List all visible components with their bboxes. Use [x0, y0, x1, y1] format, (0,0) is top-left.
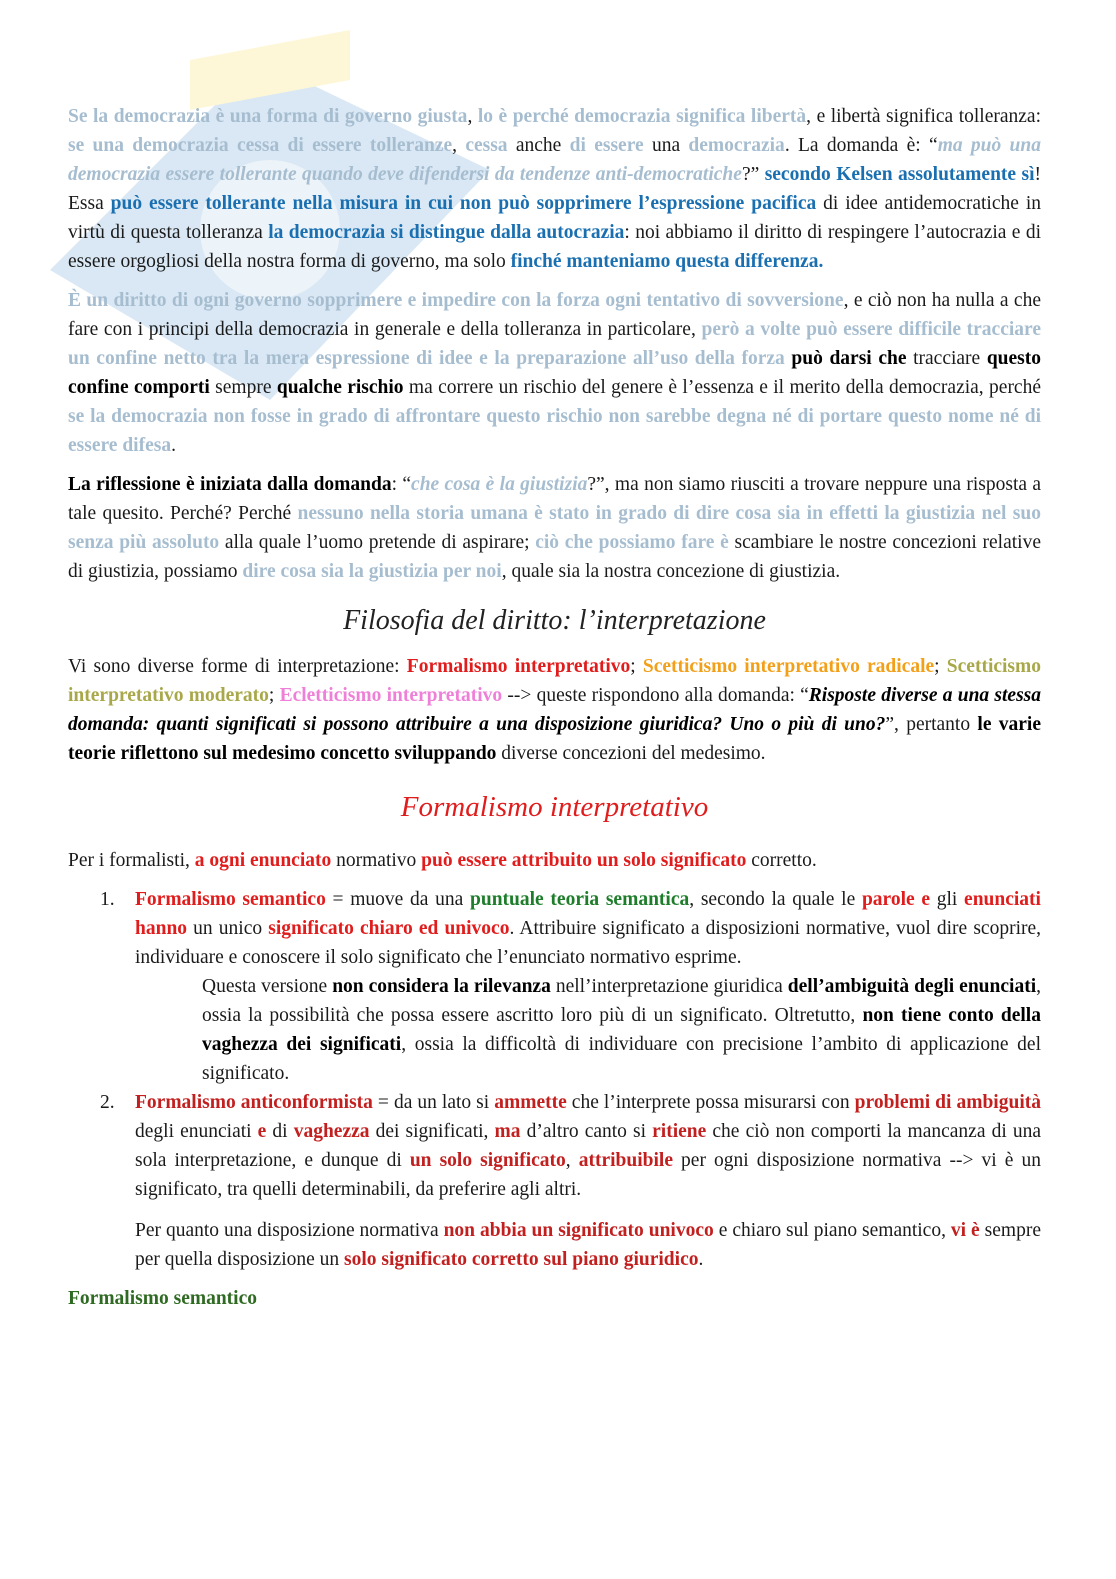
text-run: per ogni disposizione normativa --> vi è un significato, tra quelli determinabili, da preferire agli altri.	[135, 1150, 1042, 1200]
paragraph-disposizione	[68, 1216, 1041, 1274]
text-run: Per quanto una disposizione normativa	[135, 1220, 444, 1241]
text-run: ;	[934, 656, 947, 677]
text-run: Risposte diverse a una stessa domanda: quanti significati si possono attribuire a una disposizione giuridica? Uno o più di uno?	[68, 685, 1042, 735]
text-run: gli	[930, 889, 965, 910]
text-run: Formalismo semantico	[135, 889, 326, 910]
text-run: diverse concezioni del medesimo.	[496, 743, 766, 764]
text-run: , ossia la possibilità che possa essere ascritto loro più di un significato. Oltretutto,	[202, 976, 1041, 1026]
text-run: democrazia	[688, 135, 785, 156]
text-run: alla quale l’uomo pretende di aspirare;	[219, 532, 536, 553]
text-run: Questa versione	[202, 976, 333, 997]
text-run: e chiaro sul piano semantico,	[713, 1220, 951, 1241]
text-run: significato chiaro ed univoco	[268, 918, 510, 939]
subheading-formalismo-semantico: Formalismo semantico	[68, 1288, 258, 1309]
paragraph-giustizia	[68, 470, 1041, 586]
text-run: = da un lato si	[372, 1092, 495, 1113]
text-run: a ogni enunciato	[194, 850, 332, 871]
text-run: normativo	[331, 850, 422, 871]
text-run: Scetticismo interpretativo radicale	[642, 656, 935, 677]
text-run: . Attribuire significato a disposizioni normative, vuol dire scoprire, individuare e conoscere il solo significato che l’enunciato normativo esprime.	[135, 918, 1042, 968]
text-run: degli enunciati	[135, 1121, 258, 1142]
text-run: ,	[452, 135, 466, 156]
text-run: : noi abbiamo il diritto di respingere l’autocrazia e di essere orgogliosi della nostra forma di governo, ma solo	[68, 222, 1042, 272]
text-run: solo significato corretto sul piano giuridico	[344, 1249, 699, 1270]
text-run: vi è	[950, 1220, 980, 1241]
text-run: secondo Kelsen assolutamente sì	[764, 164, 1035, 185]
text-run: tracciare	[906, 348, 987, 369]
text-run: .	[698, 1249, 704, 1270]
paragraph-diritto-governo	[68, 286, 1041, 460]
text-run: ?”, ma non siamo riusciti a trovare neppure una risposta a tale quesito. Perché? Perché	[68, 474, 1042, 524]
text-run: dire cosa sia la giustizia per noi	[242, 561, 502, 582]
text-run: ritiene	[652, 1121, 707, 1142]
list-number: 2.	[100, 1092, 115, 1113]
text-run: non abbia un significato univoco	[443, 1220, 714, 1241]
text-run: Formalismo anticonformista	[135, 1092, 373, 1113]
text-run: , ossia la difficoltà di individuare con precisione l’ambito di applicazione del significato.	[202, 1034, 1041, 1084]
text-run: È un diritto di ogni governo sopprimere e impedire con la forza ogni tentativo di sovversione	[68, 290, 844, 311]
text-run: ,	[565, 1150, 579, 1171]
text-run: di	[266, 1121, 294, 1142]
text-run: però a volte può essere difficile tracciare un confine netto tra la mera espressione di idee e la preparazione all’uso della forza	[68, 319, 1041, 369]
text-run: non considera la rilevanza	[332, 976, 551, 997]
text-run: e	[257, 1121, 267, 1142]
list-item	[68, 885, 1041, 1088]
text-run: la democrazia si distingue dalla autocrazia	[268, 222, 625, 243]
text-run: , e libertà significa tolleranza:	[806, 106, 1042, 127]
text-run: puntuale teoria semantica	[470, 889, 690, 910]
text-run: se una democrazia cessa di essere tolleranze	[68, 135, 453, 156]
text-run: Vi sono diverse forme di interpretazione:	[68, 656, 407, 677]
text-run: le varie teorie riflettono sul medesimo concetto sviluppando	[68, 714, 1042, 764]
text-run: lo è perché democrazia significa libertà	[477, 106, 807, 127]
text-run: Se la democrazia è una forma di governo giusta	[68, 106, 468, 127]
text-run: questo confine comporti	[68, 348, 1041, 398]
text-run: ;	[268, 685, 280, 706]
list-item-note	[135, 972, 1041, 1088]
list-item	[68, 1088, 1041, 1204]
text-run: cessa	[465, 135, 508, 156]
text-run: ;	[630, 656, 643, 677]
text-run: non tiene conto della vaghezza dei significati	[202, 1005, 1041, 1055]
text-run: può essere tollerante nella misura in cui non può sopprimere l’espressione pacifica	[110, 193, 817, 214]
document-page	[68, 102, 1041, 1313]
section-heading-interpretazione: Filosofia del diritto: l’interpretazione	[343, 605, 766, 636]
paragraph-democrazia	[68, 102, 1041, 276]
text-run: ammette	[494, 1092, 567, 1113]
text-run: parole	[861, 889, 915, 910]
text-run: . La domanda è: “	[784, 135, 938, 156]
formalism-list	[68, 885, 1041, 1204]
text-run: , quale sia la nostra concezione di giustizia.	[501, 561, 841, 582]
text-run: qualche rischio	[276, 377, 404, 398]
text-run: scambiare le nostre concezioni relative di giustizia, possiamo	[68, 532, 1041, 582]
paragraph-forme-interpretazione	[68, 652, 1041, 768]
text-run: dell’ambiguità degli enunciati	[787, 976, 1037, 997]
text-run: che cosa è la giustizia	[411, 474, 588, 495]
text-run: una	[643, 135, 689, 156]
text-run: --> queste rispondono alla domanda: “	[502, 685, 809, 706]
text-run: enunciati hanno	[135, 889, 1041, 939]
text-run: La riflessione è iniziata dalla domanda	[68, 474, 392, 495]
text-run: ma	[494, 1121, 521, 1142]
text-run: ciò che possiamo fare è	[535, 532, 729, 553]
section-heading-formalismo: Formalismo interpretativo	[400, 791, 709, 823]
text-run: di idee antidemocratiche in virtù di questa tolleranza	[68, 193, 1041, 243]
text-run: di essere	[569, 135, 644, 156]
list-number: 1.	[100, 889, 115, 910]
text-run: corretto.	[746, 850, 817, 871]
text-run: sempre per quella disposizione un	[135, 1220, 1041, 1270]
text-run: ma può una democrazia essere tollerante quando deve difendersi da tendenze anti-democratiche	[68, 135, 1041, 185]
text-run: nell’interpretazione giuridica	[550, 976, 788, 997]
text-run: ! Essa	[68, 164, 1041, 214]
text-run: Formalismo interpretativo	[406, 656, 631, 677]
text-run: può darsi che	[791, 348, 907, 369]
text-run: ma correre un rischio del genere è l’essenza e il merito della democrazia, perché	[403, 377, 1041, 398]
text-run: nessuno nella storia umana è stato in grado di dire cosa sia in effetti la giustizia nel suo senza più assoluto	[68, 503, 1041, 553]
text-run: dei significati,	[369, 1121, 495, 1142]
text-run: se la democrazia non fosse in grado di affrontare questo rischio non sarebbe degna né di portare questo nome né di essere difesa	[68, 406, 1041, 456]
text-run: anche	[507, 135, 570, 156]
text-run: Scetticismo interpretativo moderato	[68, 656, 1042, 706]
text-run: = muove da una	[325, 889, 471, 910]
text-run: può essere attribuito un solo significato	[421, 850, 747, 871]
text-run: .	[171, 435, 176, 456]
text-run: ,	[467, 106, 478, 127]
text-run: un solo significato	[409, 1150, 566, 1171]
text-run: problemi di ambiguità	[854, 1092, 1041, 1113]
text-run: Per i formalisti,	[68, 850, 195, 871]
text-run: , secondo la quale le	[689, 889, 862, 910]
text-run: attribuibile	[578, 1150, 673, 1171]
text-run: vaghezza	[293, 1121, 370, 1142]
text-run: ”, pertanto	[885, 714, 978, 735]
text-run: un unico	[187, 918, 269, 939]
text-run: d’altro canto si	[520, 1121, 653, 1142]
text-run: sempre	[209, 377, 277, 398]
text-run: : “	[391, 474, 412, 495]
text-run: che ciò non comporti la mancanza di una sola interpretazione, e dunque di	[135, 1121, 1041, 1171]
paragraph-formalisti	[68, 846, 1041, 875]
text-run: finché manteniamo questa differenza.	[510, 251, 824, 272]
text-run: Ecletticismo interpretativo	[279, 685, 503, 706]
text-run: che l’interprete possa misurarsi con	[566, 1092, 855, 1113]
text-run: ?”	[741, 164, 765, 185]
text-run: , e ciò non ha nulla a che fare con i principi della democrazia in generale e della tolleranza in particolare,	[68, 290, 1041, 340]
text-run: e	[921, 889, 931, 910]
